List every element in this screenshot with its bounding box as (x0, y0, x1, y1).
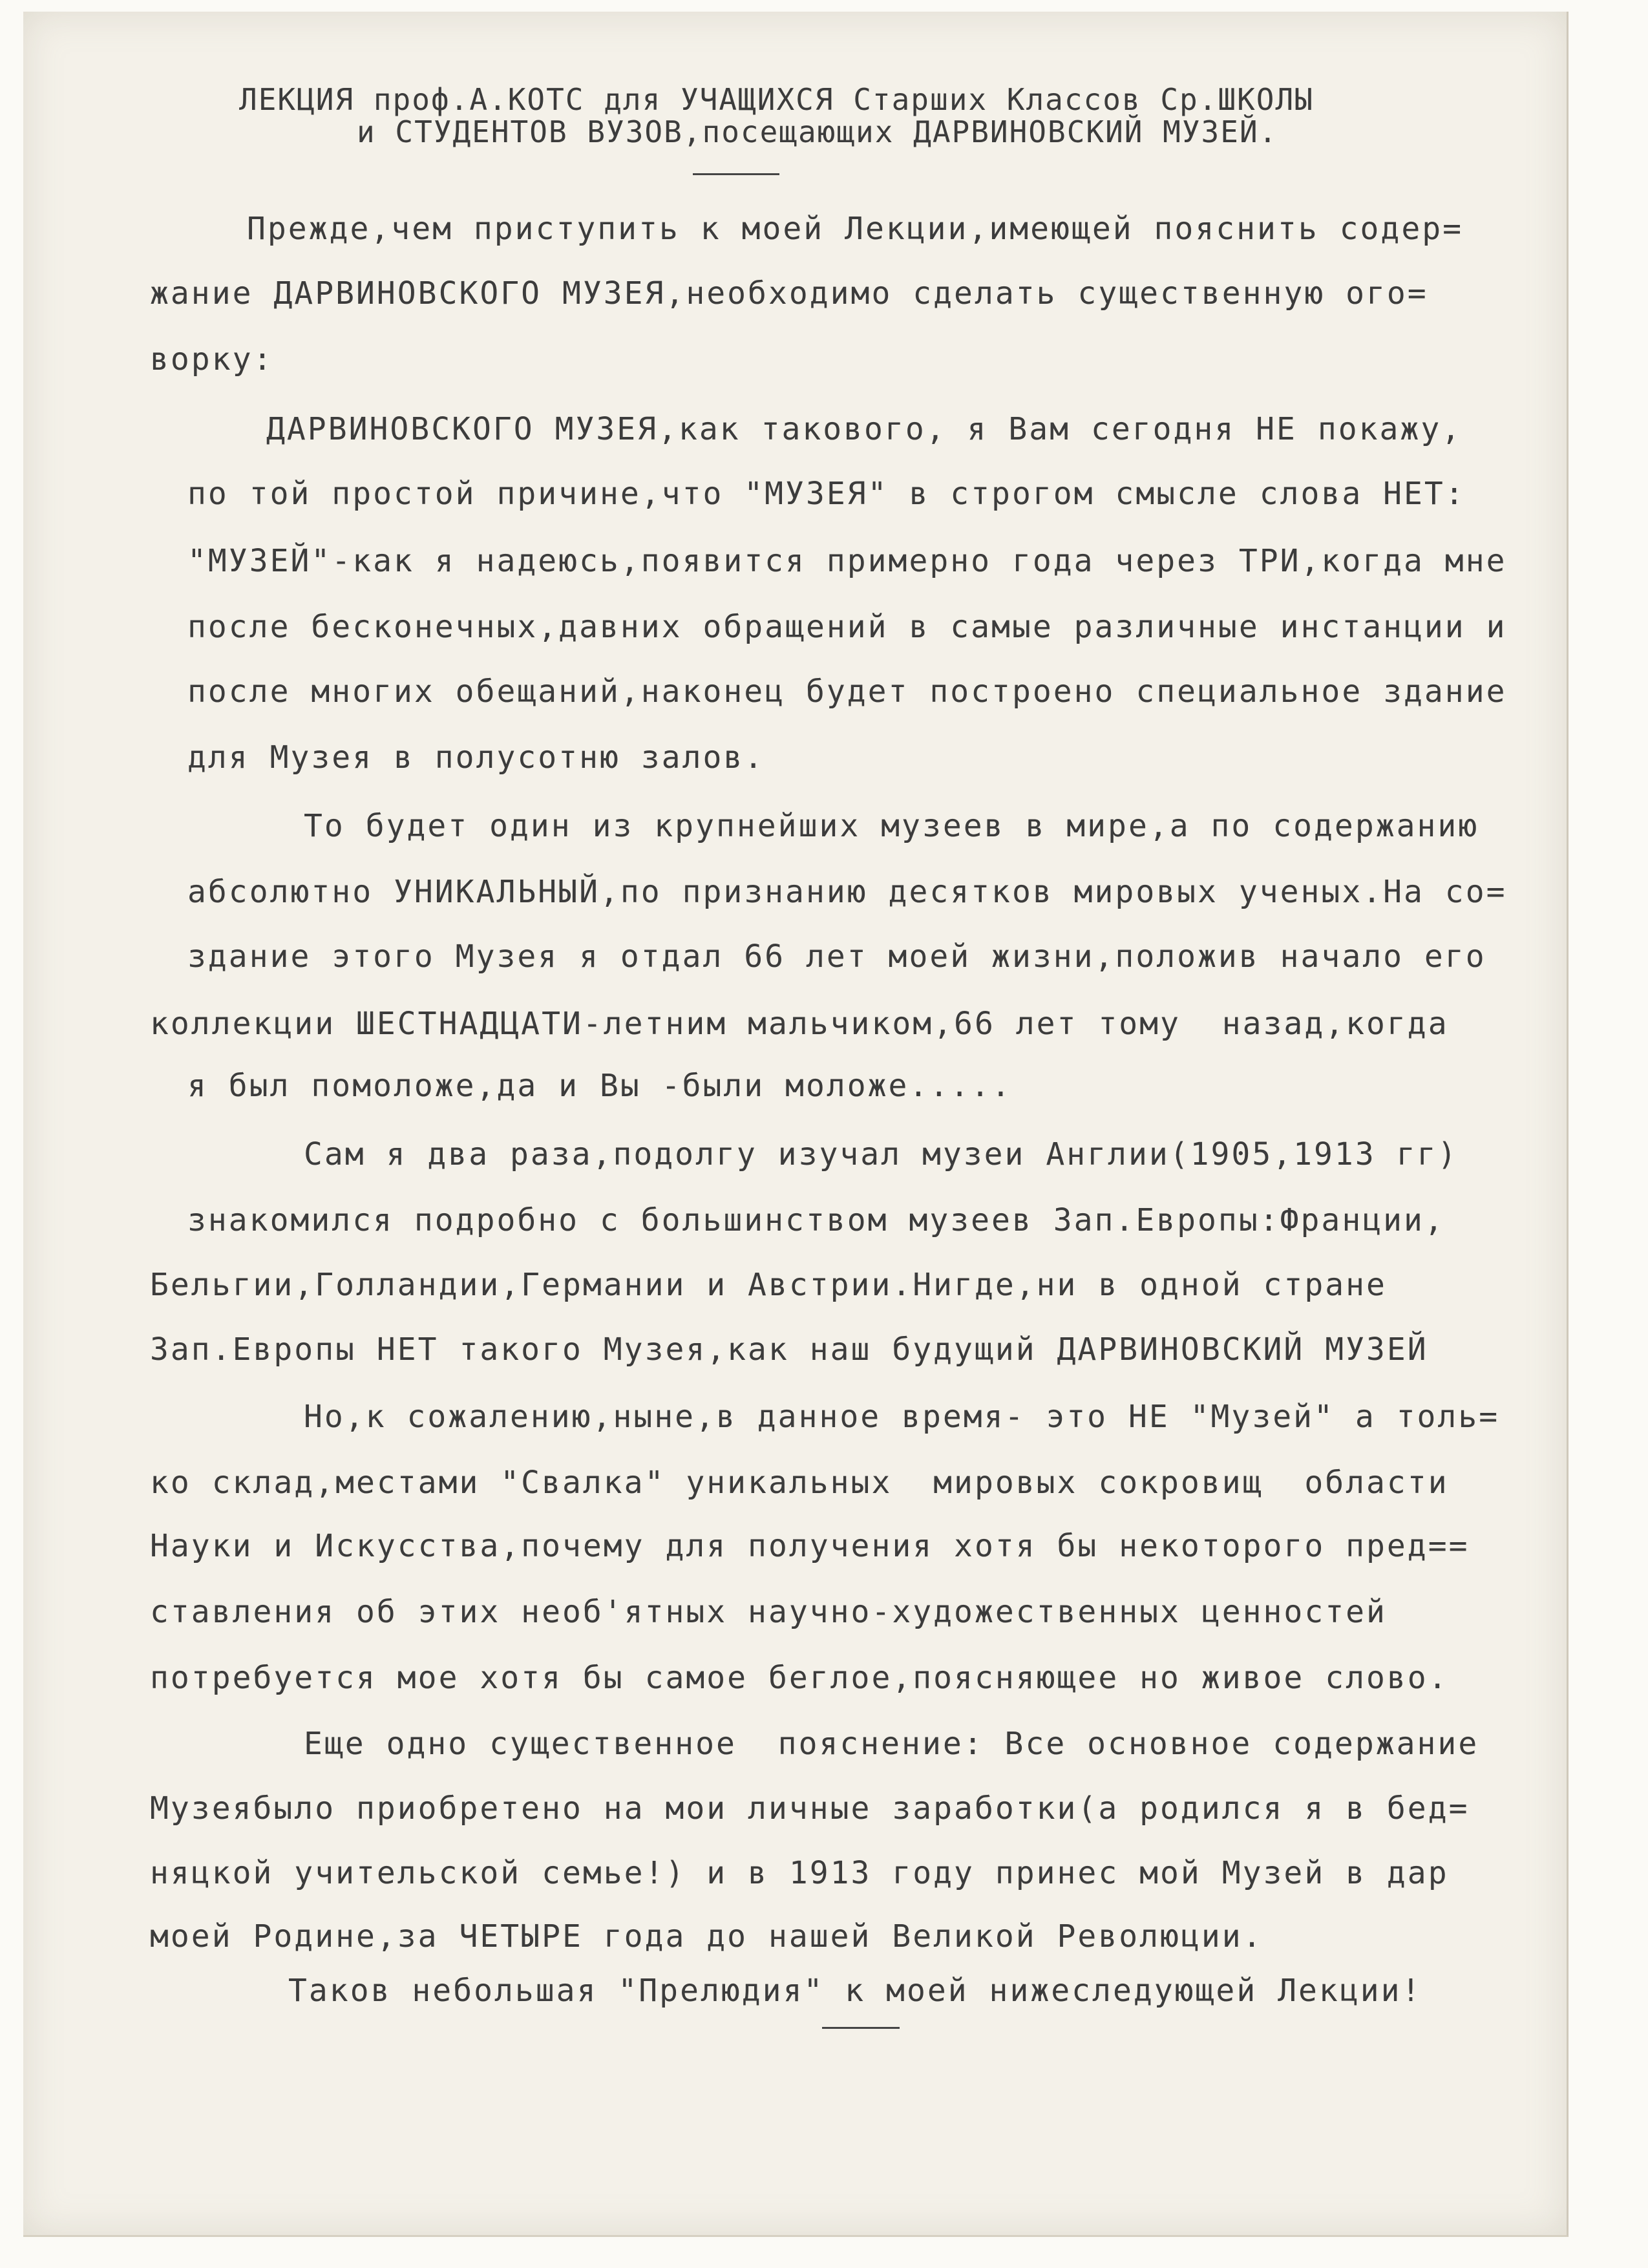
body-line: абсолютно УНИКАЛЬНЫЙ,по признанию десятков мировых ученых.На со= (187, 874, 1507, 910)
body-line: "МУЗЕЙ"-как я надеюсь,появится примерно года через ТРИ,когда мне (187, 543, 1507, 579)
body-line: здание этого Музея я отдал 66 лет моей жизни,положив начало его (187, 938, 1486, 975)
body-line: Еще одно существенное пояснение: Все основное содержание (304, 1726, 1479, 1762)
body-line: Таков небольшая "Прелюдия" к моей нижеследующей Лекции! (288, 1973, 1422, 2009)
body-line: Прежде,чем приступить к моей Лекции,имеющей пояснить содер= (247, 211, 1464, 247)
body-line: по той простой причине,что "МУЗЕЯ" в строгом смысле слова НЕТ: (187, 476, 1466, 512)
body-line: Науки и Искусства,почему для получения хотя бы некоторого пред== (150, 1528, 1470, 1564)
title-divider (693, 173, 779, 175)
body-line: Зап.Европы НЕТ такого Музея,как наш будущий ДАРВИНОВСКИЙ МУЗЕЙ (150, 1331, 1428, 1368)
body-line: ДАРВИНОВСКОГО МУЗЕЯ,как такового, я Вам сегодня НЕ покажу, (266, 411, 1463, 447)
body-line: няцкой учительской семье!) и в 1913 году принес мой Музей в дар (150, 1855, 1449, 1891)
body-line: жание ДАРВИНОВСКОГО МУЗЕЯ,необходимо сделать существенную ого= (150, 275, 1428, 312)
title-line-2: и СТУДЕНТОВ ВУЗОВ,посещающих ДАРВИНОВСКИЙ МУЗЕЙ. (357, 114, 1278, 149)
body-line: ворку: (150, 341, 274, 377)
title-line-1: ЛЕКЦИЯ проф.А.КОТС для УЧАЩИХСЯ Старших Классов Ср.ШКОЛЫ (239, 82, 1314, 117)
body-line: коллекции ШЕСТНАДЦАТИ-летним мальчиком,66 лет тому назад,когда (150, 1006, 1449, 1042)
body-line: Музеябыло приобретено на мои личные заработки(а родился я в бед= (150, 1790, 1470, 1827)
body-line: Бельгии,Голландии,Германии и Австрии.Нигде,ни в одной стране (150, 1267, 1387, 1303)
body-line: потребуется мое хотя бы самое беглое,поясняющее но живое слово. (150, 1660, 1449, 1696)
body-line: для Музея в полусотню залов. (187, 739, 765, 776)
body-line: знакомился подробно с большинством музеев Зап.Европы:Франции, (187, 1202, 1445, 1238)
body-line: после бесконечных,давних обращений в самые различные инстанции и (187, 609, 1507, 645)
closing-divider (822, 2027, 900, 2029)
body-line: я был помоложе,да и Вы -были моложе..... (187, 1068, 1012, 1104)
body-line: Сам я два раза,подолгу изучал музеи Англии(1905,1913 гг) (304, 1136, 1459, 1172)
body-line: ко склад,местами "Свалка" уникальных мировых сокровищ области (150, 1465, 1449, 1501)
body-line: Но,к сожалению,ныне,в данное время- это НЕ "Музей" а толь= (304, 1399, 1500, 1435)
body-line: после многих обещаний,наконец будет построено специальное здание (187, 673, 1507, 710)
body-line: То будет один из крупнейших музеев в мире,а по содержанию (304, 808, 1479, 844)
body-line: моей Родине,за ЧЕТЫРЕ года до нашей Великой Революции. (150, 1918, 1263, 1955)
body-line: ставления об этих необ'ятных научно-художественных ценностей (150, 1594, 1387, 1630)
